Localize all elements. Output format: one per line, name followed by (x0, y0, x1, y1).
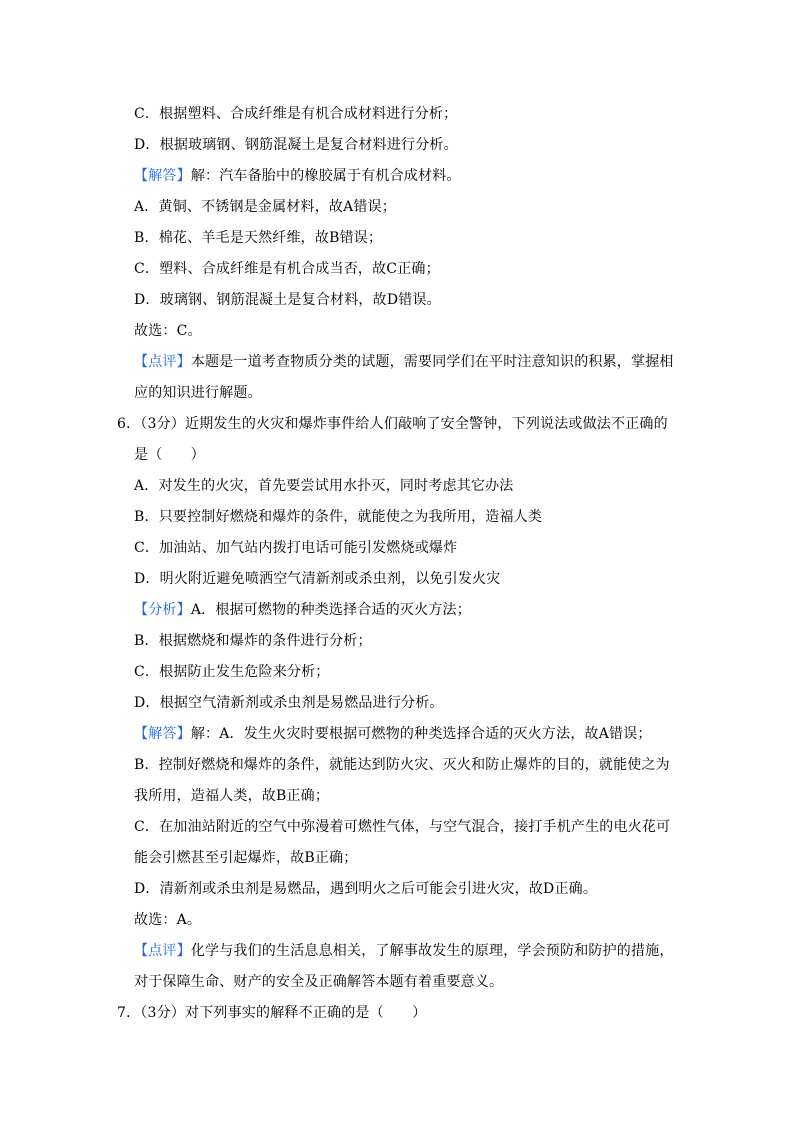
q6-stem-line1: 6．（3分）近期发生的火灾和爆炸事件给人们敲响了安全警钟，下列说法或做法不正确的 (117, 416, 668, 432)
q6-analysis-a: A．根据可燃物的种类选择合适的灭火方法； (190, 602, 471, 618)
prev-answer-b: B．棉花、羊毛是天然纤维，故B错误； (134, 230, 383, 246)
analysis-tag-close: 】 (176, 602, 191, 618)
q6-option-c: C．加油站、加气站内拨打电话可能引发燃烧或爆炸 (134, 540, 458, 556)
prev-analysis-c: C．根据塑料、合成纤维是有机合成材料进行分析； (134, 106, 458, 122)
prev-answer-intro-line (134, 166, 461, 186)
analysis-tag-open: 【 (134, 602, 149, 618)
prev-answer-intro: 解：汽车备胎中的橡胶属于有机合成材料。 (190, 168, 461, 184)
prev-comment-text1: 本题是一道考查物质分类的试题，需要同学们在平时注意知识的积累，掌握相 (190, 354, 674, 370)
answer-tag-close: 】 (176, 168, 191, 184)
q6-analysis-b: B．根据燃烧和爆炸的条件进行分析； (134, 633, 372, 649)
prev-analysis-d: D．根据玻璃钢、钢筋混凝土是复合材料进行分析。 (134, 137, 458, 153)
q6-answer-d: D．清新剂或杀虫剂是易燃品，遇到明火之后可能会引进火灾，故D正确。 (134, 881, 598, 897)
q6-answer-b1: B．控制好燃烧和爆炸的条件，就能达到防火灾、灭火和防止爆炸的目的，就能使之为 (134, 757, 670, 773)
q6-analysis-a-line (134, 600, 471, 620)
q6-option-b: B．只要控制好燃烧和爆炸的条件，就能使之为我所用，造福人类 (134, 509, 543, 525)
q6-answer-tag-close: 】 (176, 726, 191, 742)
q6-comment-line2: 对于保障生命、财产的安全及正确解答本题有着重要意义。 (134, 974, 504, 990)
q6-option-a: A．对发生的火灾，首先要尝试用水扑灭，同时考虑其它办法 (134, 478, 514, 494)
q6-option-d: D．明火附近避免喷洒空气清新剂或杀虫剂，以免引发火灾 (134, 571, 501, 587)
q6-comment-tag-close: 】 (176, 943, 191, 959)
q7-stem-line1: 7．（3分）对下列事实的解释不正确的是（ ） (117, 1005, 427, 1021)
answer-tag-open: 【 (134, 168, 149, 184)
q6-comment-tag-label: 点评 (148, 943, 177, 959)
comment-tag-label: 点评 (148, 354, 177, 370)
prev-comment-line2: 应的知识进行解题。 (134, 385, 262, 401)
q6-choice: 故选：A。 (134, 912, 202, 928)
prev-choice: 故选：C。 (134, 323, 202, 339)
q6-answer-tag-label: 解答 (148, 726, 177, 742)
q6-comment-line1 (134, 941, 674, 961)
comment-tag-open: 【 (134, 354, 149, 370)
prev-answer-d: D．玻璃钢、钢筋混凝土是复合材料，故D错误。 (134, 292, 441, 308)
comment-tag-close: 】 (176, 354, 191, 370)
q6-answer-c2: 能会引燃甚至引起爆炸，故B正确； (134, 850, 358, 866)
analysis-tag-label: 分析 (148, 602, 177, 618)
q6-comment-text1: 化学与我们的生活息息相关，了解事故发生的原理，学会预防和防护的措施， (190, 943, 674, 959)
q6-answer-b2: 我所用，造福人类，故B正确； (134, 788, 330, 804)
q6-answer-c1: C．在加油站附近的空气中弥漫着可燃性气体，与空气混合，接打手机产生的电火花可 (134, 819, 671, 835)
q6-analysis-d: D．根据空气清新剂或杀虫剂是易燃品进行分析。 (134, 695, 444, 711)
q6-comment-tag-open: 【 (134, 943, 149, 959)
q6-answer-a: 解：A．发生火灾时要根据可燃物的种类选择合适的灭火方法，故A错误； (190, 726, 652, 742)
prev-answer-c: C．塑料、合成纤维是有机合成当否，故C正确； (134, 261, 440, 277)
prev-comment-line1 (134, 352, 674, 372)
q6-answer-a-line (134, 724, 652, 744)
prev-answer-a: A．黄铜、不锈钢是金属材料，故A错误； (134, 199, 397, 215)
q6-answer-tag-open: 【 (134, 726, 149, 742)
q6-stem-line2: 是（ ） (134, 447, 205, 463)
q6-analysis-c: C．根据防止发生危险来分析； (134, 664, 330, 680)
answer-tag-label: 解答 (148, 168, 177, 184)
